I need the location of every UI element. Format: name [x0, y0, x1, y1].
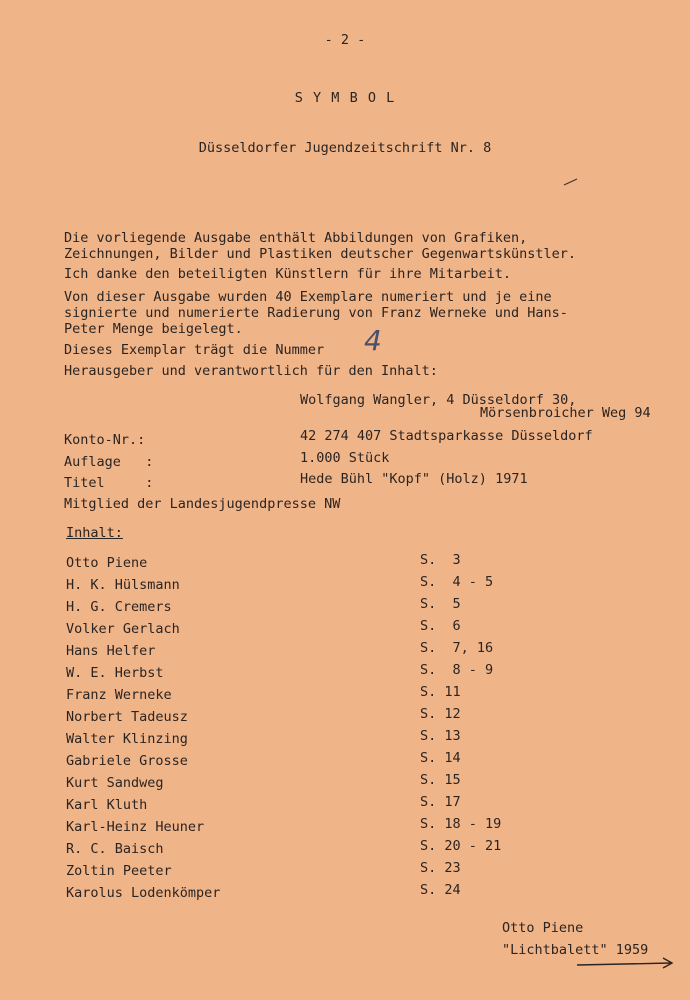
cover-work: "Lichtbalett" 1959	[502, 942, 649, 958]
intro-line: signierte und numerierte Radierung von Franz Werneke und Hans-	[64, 305, 568, 321]
intro-line: Die vorliegende Ausgabe enthält Abbildungen von Grafiken,	[64, 230, 528, 246]
contents-page: S. 14	[420, 750, 461, 766]
contents-name: Volker Gerlach	[66, 621, 180, 637]
contents-name: Karl-Heinz Heuner	[66, 819, 205, 835]
contents-page: S. 5	[420, 596, 461, 612]
contents-page: S. 18 - 19	[420, 816, 502, 832]
contents-name: Walter Klinzing	[66, 731, 188, 747]
subtitle: Düsseldorfer Jugendzeitschrift Nr. 8	[198, 140, 492, 156]
detail-value: Hede Bühl "Kopf" (Holz) 1971	[300, 471, 528, 487]
contents-name: Norbert Tadeusz	[66, 709, 188, 725]
contents-page: S. 12	[420, 706, 461, 722]
contents-page: S. 24	[420, 882, 461, 898]
contents-name: H. K. Hülsmann	[66, 577, 180, 593]
pencil-mark-icon	[562, 176, 580, 188]
contents-name: Gabriele Grosse	[66, 753, 188, 769]
handwritten-copy-number: 4	[364, 324, 382, 357]
contents-name: Karolus Lodenkömper	[66, 885, 221, 901]
detail-label: Konto-Nr.:	[64, 432, 146, 448]
page-title: S Y M B O L	[294, 90, 396, 106]
arrow-icon	[575, 955, 680, 971]
publisher-line: Wolfgang Wangler, 4 Düsseldorf 30,	[300, 392, 577, 408]
intro-line: Peter Menge beigelegt.	[64, 321, 243, 337]
contents-heading: Inhalt:	[66, 525, 123, 541]
detail-label: Titel :	[64, 475, 154, 491]
contents-page: S. 15	[420, 772, 461, 788]
contents-page: S. 20 - 21	[420, 838, 502, 854]
contents-name: Franz Werneke	[66, 687, 172, 703]
contents-page: S. 7, 16	[420, 640, 494, 656]
detail-label: Auflage :	[64, 454, 154, 470]
contents-page: S. 3	[420, 552, 461, 568]
publisher-line: Mörsenbroicher Weg 94	[480, 405, 651, 421]
contents-page: S. 6	[420, 618, 461, 634]
contents-page: S. 13	[420, 728, 461, 744]
contents-page: S. 17	[420, 794, 461, 810]
page-number: - 2 -	[324, 32, 366, 48]
intro-line: Von dieser Ausgabe wurden 40 Exemplare numeriert und je eine	[64, 289, 552, 305]
contents-name: Kurt Sandweg	[66, 775, 164, 791]
intro-line: Zeichnungen, Bilder und Plastiken deutscher Gegenwartskünstler.	[64, 246, 577, 262]
contents-page: S. 23	[420, 860, 461, 876]
contents-page: S. 4 - 5	[420, 574, 494, 590]
cover-artist: Otto Piene	[502, 920, 584, 936]
contents-name: R. C. Baisch	[66, 841, 164, 857]
detail-value: 1.000 Stück	[300, 450, 390, 466]
membership: Mitglied der Landesjugendpresse NW	[64, 496, 341, 512]
contents-name: Zoltin Peeter	[66, 863, 172, 879]
contents-name: W. E. Herbst	[66, 665, 164, 681]
contents-name: Karl Kluth	[66, 797, 148, 813]
contents-name: H. G. Cremers	[66, 599, 172, 615]
contents-name: Otto Piene	[66, 555, 148, 571]
contents-page: S. 8 - 9	[420, 662, 494, 678]
contents-name: Hans Helfer	[66, 643, 156, 659]
publisher-label: Herausgeber und verantwortlich für den Inhalt:	[64, 363, 438, 379]
contents-page: S. 11	[420, 684, 461, 700]
detail-value: 42 274 407 Stadtsparkasse Düsseldorf	[300, 428, 593, 444]
intro-line: Ich danke den beteiligten Künstlern für ihre Mitarbeit.	[64, 266, 512, 282]
copy-number-label: Dieses Exemplar trägt die Nummer	[64, 342, 325, 358]
